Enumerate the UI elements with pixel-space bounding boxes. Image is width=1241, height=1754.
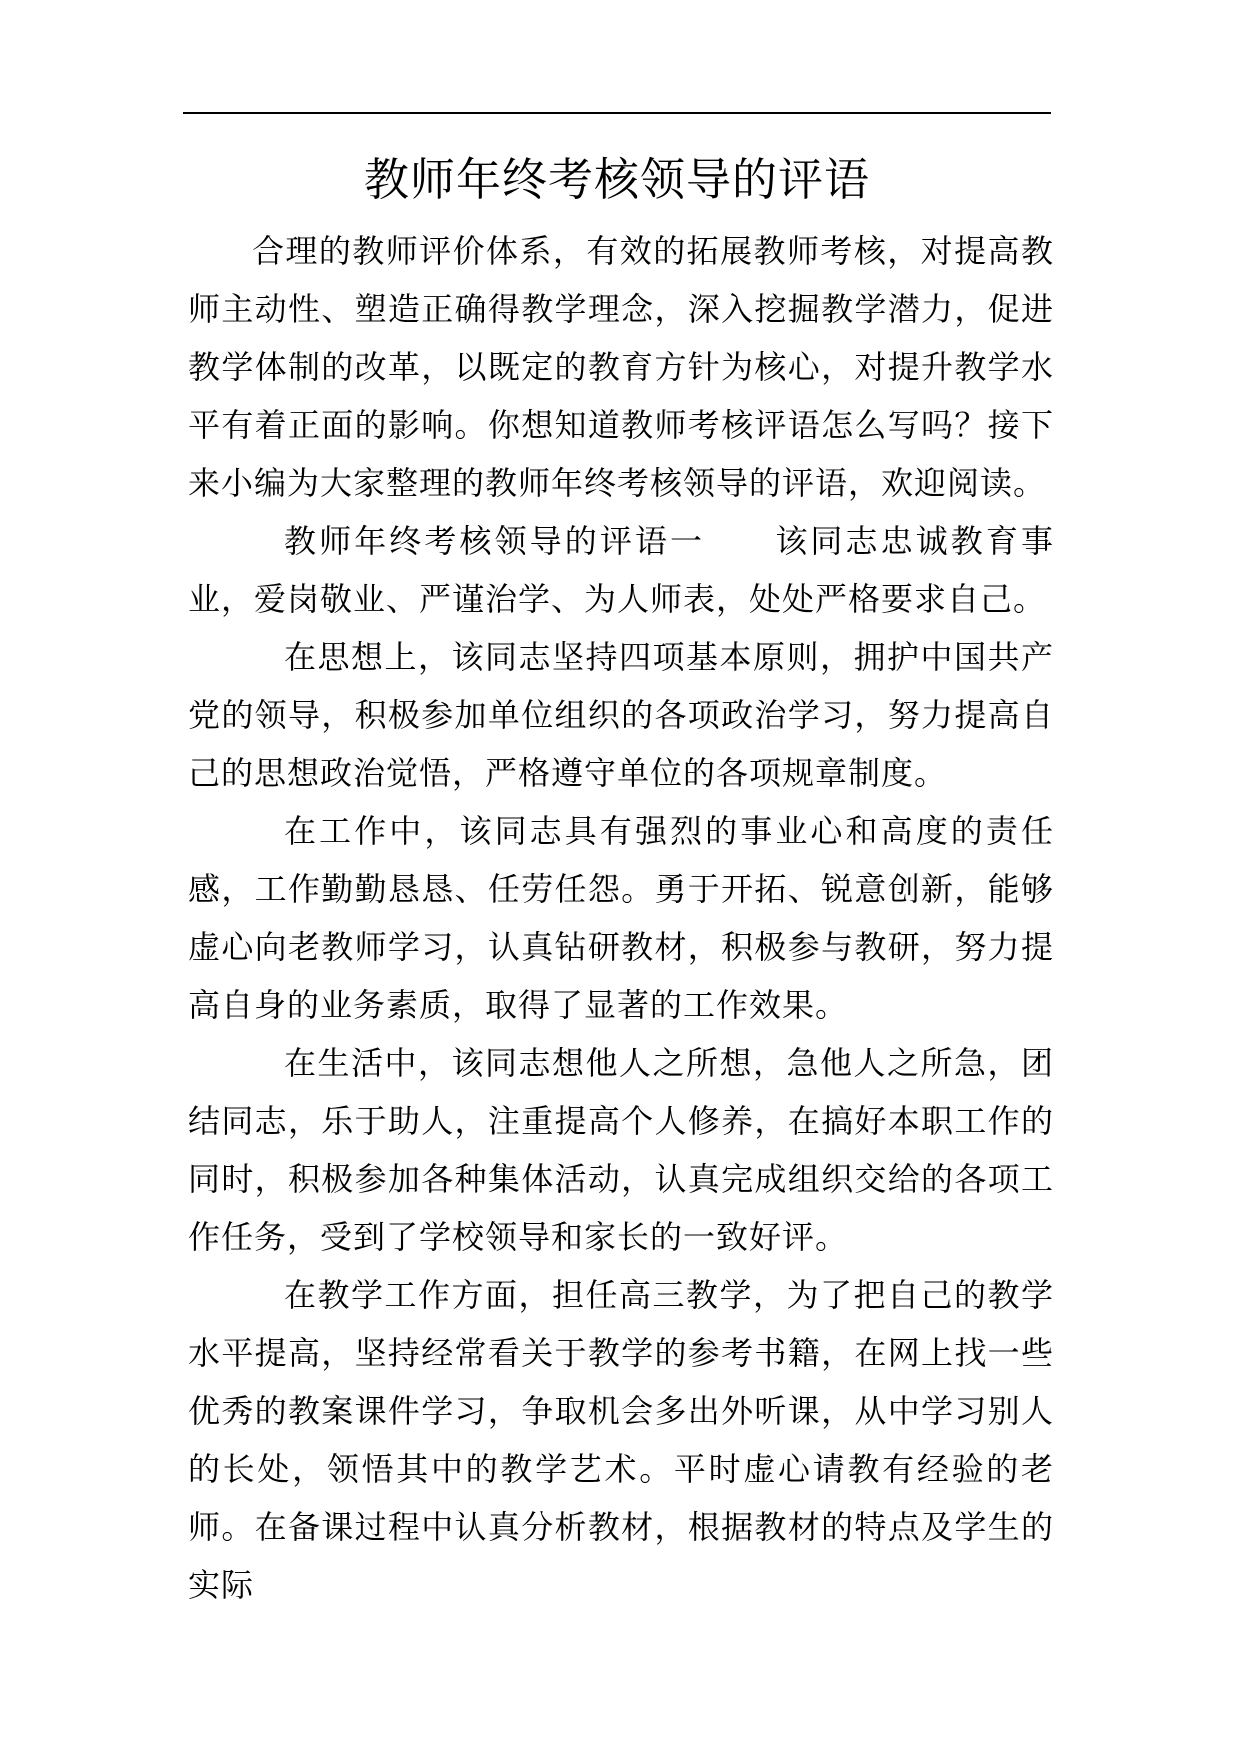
document-title: 教师年终考核领导的评语 (363, 153, 870, 206)
document-body (188, 222, 1054, 1614)
paragraph-teaching: 在教学工作方面，担任高三教学，为了把自己的教学水平提高，坚持经常看关于教学的参考书籍，在网上找一些优秀的教案课件学习，争取机会多出外听课，从中学习别人的长处，领悟其中的教学艺术。平时虚心请教有经验的老师。在备课过程中认真分析教材，根据教材的特点及学生的实际 (188, 1276, 1054, 1604)
paragraph-thought: 在思想上，该同志坚持四项基本原则，拥护中国共产党的领导，积极参加单位组织的各项政治学习，努力提高自己的思想政治觉悟，严格遵守单位的各项规章制度。 (188, 638, 1054, 792)
paragraph-comment-1: 教师年终考核领导的评语一 该同志忠诚教育事业，爱岗敬业、严谨治学、为人师表，处处严格要求自己。 (188, 522, 1054, 618)
paragraph-work: 在工作中，该同志具有强烈的事业心和高度的责任感，工作勤勤恳恳、任劳任怨。勇于开拓、锐意创新，能够虚心向老教师学习，认真钻研教材，积极参与教研，努力提高自身的业务素质，取得了显著的工作效果。 (188, 812, 1054, 1024)
paragraph-intro: 合理的教师评价体系，有效的拓展教师考核，对提高教师主动性、塑造正确得教学理念，深入挖掘教学潜力，促进教学体制的改革，以既定的教育方针为核心，对提升教学水平有着正面的影响。你想知道教师考核评语怎么写吗？接下来小编为大家整理的教师年终考核领导的评语，欢迎阅读。 (188, 232, 1054, 502)
paragraph-life: 在生活中，该同志想他人之所想，急他人之所急，团结同志，乐于助人，注重提高个人修养，在搞好本职工作的同时，积极参加各种集体活动，认真完成组织交给的各项工作任务，受到了学校领导和家长的一致好评。 (188, 1044, 1054, 1256)
header-rule (183, 112, 1051, 114)
